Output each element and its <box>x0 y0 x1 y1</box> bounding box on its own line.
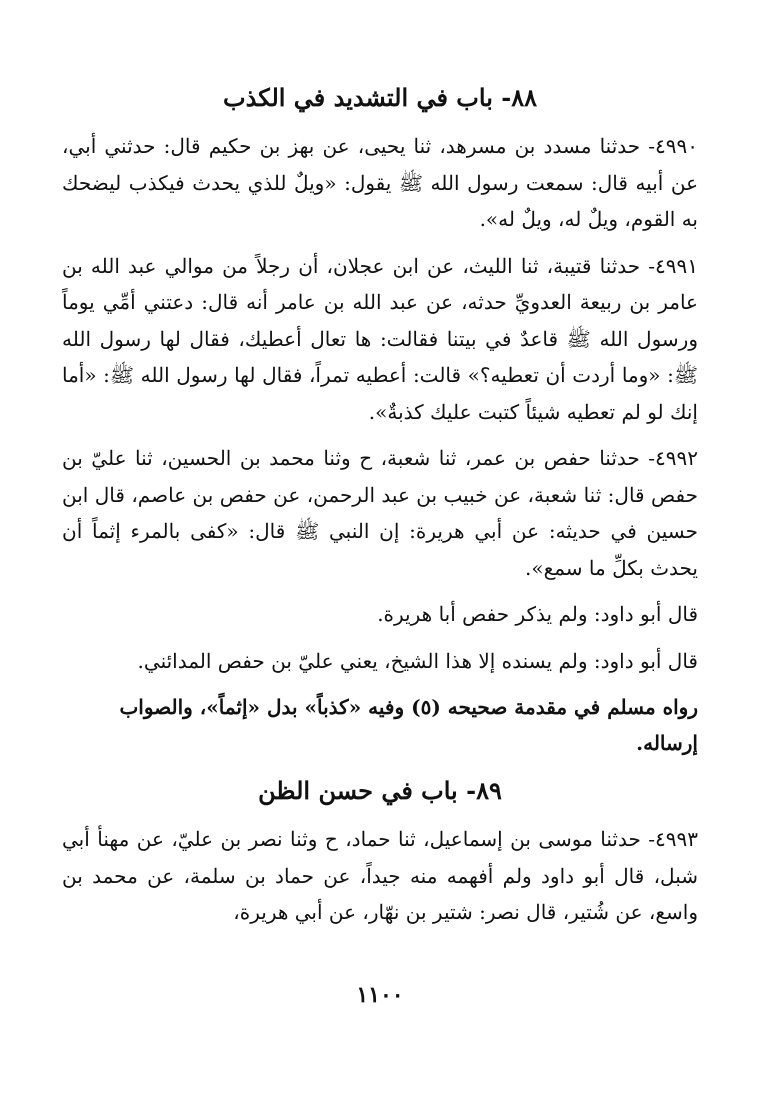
page-number: ١١٠٠ <box>356 982 404 1008</box>
hadith-4991: ٤٩٩١- حدثنا قتيبة، ثنا الليث، عن ابن عجلان، أن رجلاً من موالي عبد الله بن عامر بن ربيعة العدويِّ حدثه، عن عبد الله بن عامر أنه قال: دعتني أمِّي يوماً ورسول الله ﷺ قاعدٌ في بيتنا فقالت: ها تعال أعطيك، فقال لها رسول الله ﷺ: «وما أردت أن تعطيه؟» قالت: أعطيه تمراً، فقال لها رسول الله ﷺ: «أما إنك لو لم تعطيه شيئاً كتبت عليك كذبةٌ». <box>62 253 698 424</box>
hadith-4990: ٤٩٩٠- حدثنا مسدد بن مسرهد، ثنا يحيى، عن بهز بن حكيم قال: حدثني أبي، عن أبيه قال: سمعت رسول الله ﷺ يقول: «ويلٌ للذي يحدث فيكذب ليضحك به القوم، ويلٌ له، ويلٌ له». <box>62 134 698 231</box>
hadith-4992: ٤٩٩٢- حدثنا حفص بن عمر، ثنا شعبة، ح وثنا محمد بن الحسين، ثنا عليّ بن حفص قال: ثنا شعبة، عن خبيب بن عبد الرحمن، عن حفص بن عاصم، قال ابن حسين في حديثه: عن أبي هريرة: إن النبي ﷺ قال: «كفى بالمرء إثماً أن يحدث بكلِّ ما سمع». <box>62 446 698 580</box>
page-body <box>62 78 698 941</box>
chapter-89-heading: ٨٩- باب في حسن الظن <box>258 776 502 805</box>
takhrij-note: رواه مسلم في مقدمة صحيحه (٥) وفيه «كذباً» بدل «إثماً»، والصواب إرساله. <box>119 695 698 755</box>
abu-dawud-comment-1: قال أبو داود: ولم يذكر حفص أبا هريرة. <box>377 602 698 626</box>
chapter-88-heading: ٨٨- باب في التشديد في الكذب <box>223 83 537 112</box>
abu-dawud-comment-2: قال أبو داود: ولم يسنده إلا هذا الشيخ، يعني عليّ بن حفص المدائني. <box>137 648 698 673</box>
hadith-4993: ٤٩٩٣- حدثنا موسى بن إسماعيل، ثنا حماد، ح وثنا نصر بن عليّ، عن مهنأ أبي شبل، قال أبو داود ولم أفهمه منه جيداً، عن حماد بن سلمة، عن محمد بن واسع، عن شُتير، قال نصر: شتير بن نهّار، عن أبي هريرة، <box>62 827 699 924</box>
